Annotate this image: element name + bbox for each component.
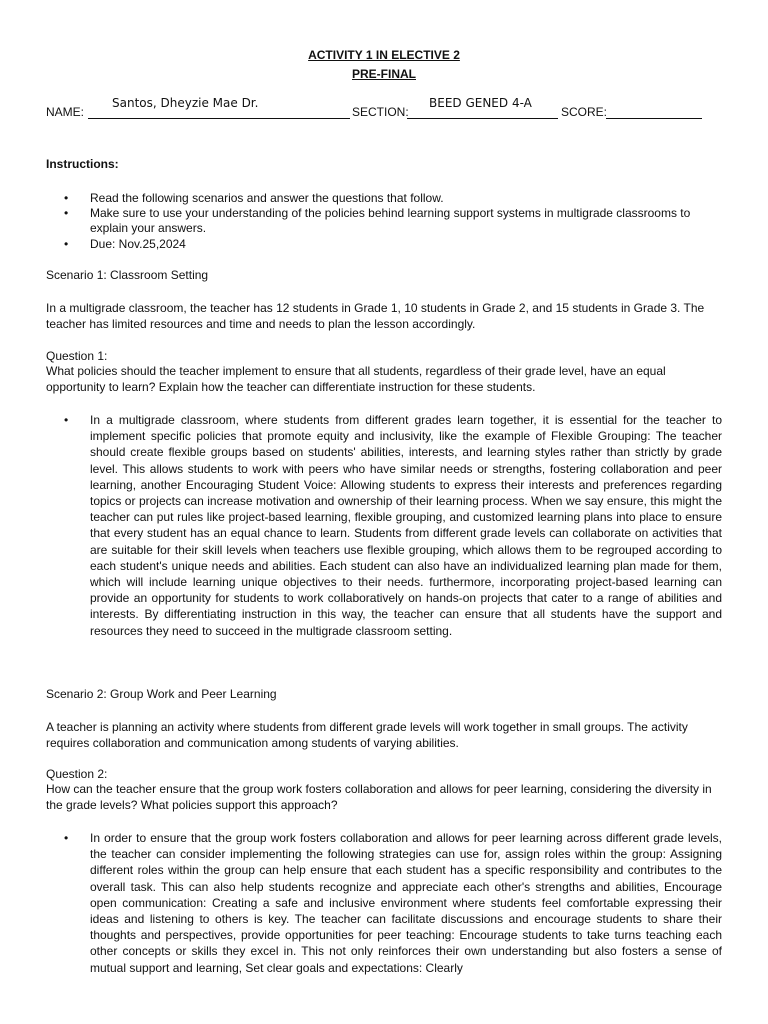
document-subtitle: PRE-FINAL <box>352 67 416 81</box>
answer1-block <box>46 412 722 639</box>
name-label: NAME: <box>46 105 85 119</box>
question1-text: What policies should the teacher implement to ensure that all students, regardless of their grade level, have an equal opportunity to learn? Explain how the teacher can differentiate instruction for these students. <box>46 364 666 394</box>
scenario2-title: Scenario 2: Group Work and Peer Learning <box>46 687 277 701</box>
instruction-item: • Due: Nov.25,2024 <box>64 236 186 251</box>
answer1-text: In a multigrade classroom, where students from different grades learn together, it is essential for the teacher to implement specific policies that promote equity and inclusivity, like the example of Flexible Grouping: The teacher should create flexible groups based on students' abilities, interests, and learning styles rather than strictly by grade level. This allows students to work with peers who have similar needs or strengths, fostering collaboration and peer learning, another Encouraging Student Voice: Allowing students to express their interests and preferences regarding topics or projects can increase motivation and ownership of their learning process. When we say ensure, this might the teacher can put rules like project-based learning, flexible grouping, and customized learning plans into place to ensure that every student has an equal chance to learn. Students from different grade levels can collaborate on activities that are suitable for their skill levels when teachers use flexible grouping, which allows them to be regrouped according to each student's unique needs and abilities. Each student can also have an individualized learning plan made for them, which will include learning unique objectives to their needs. furthermore, incorporating project-based learning can provide an opportunity for students to work collaboratively on hands-on projects that cater to a range of abilities and interests. By differentiating instruction in this way, the teacher can ensure that all students have the support and resources they need to succeed in the multigrade classroom setting. <box>90 413 722 638</box>
bullet-icon: • <box>64 236 69 251</box>
section-line <box>407 118 558 119</box>
answer2-block <box>46 830 722 976</box>
bullet-icon: • <box>64 831 69 845</box>
score-label: SCORE: <box>561 105 608 119</box>
instructions-heading: Instructions: <box>46 157 119 171</box>
document-title: ACTIVITY 1 IN ELECTIVE 2 <box>308 48 460 62</box>
section-label: SECTION: <box>352 105 409 119</box>
scenario1-title: Scenario 1: Classroom Setting <box>46 268 209 282</box>
question2-text: How can the teacher ensure that the group work fosters collaboration and allows for peer learning, considering the diversity in the grade levels? What policies support this approach? <box>46 782 712 812</box>
student-info-row <box>46 96 726 126</box>
instructions-list <box>46 191 726 252</box>
instruction-item: • Read the following scenarios and answer the questions that follow. <box>64 191 444 205</box>
name-value: Santos, Dheyzie Mae Dr. <box>112 96 259 110</box>
scenario1-description: In a multigrade classroom, the teacher has 12 students in Grade 1, 10 students in Grade 2, and 15 students in Grade 3. The teacher has limited resources and time and needs to plan the lesson accordingly. <box>46 301 705 331</box>
bullet-icon: • <box>64 191 69 205</box>
name-line <box>88 118 350 119</box>
scenario2-description: A teacher is planning an activity where students from different grade levels will work together in small groups. The activity requires collaboration and communication among students of varying abilities. <box>46 720 688 750</box>
question2-label: Question 2: <box>46 767 108 781</box>
question1-label: Question 1: <box>46 349 108 363</box>
score-line <box>606 118 702 119</box>
instruction-item: • Make sure to use your understanding of the policies behind learning support systems in multigrade classrooms to explain your answers. <box>64 206 691 236</box>
answer2-text: In order to ensure that the group work fosters collaboration and allows for peer learning across different grade levels, the teacher can consider implementing the following strategies can use for, assign roles within the group: Assigning different roles within the group can help ensure that each student has a specific responsibility and contributes to the overall task. This can also help students recognize and appreciate each other's strengths and abilities, Encourage open communication: Creating a safe and inclusive environment where students feel comfortable expressing their ideas and listening to others is key. The teacher can facilitate discussions and encourage students to share their thoughts and perspectives, provide opportunities for peer teaching: Encourage students to take turns teaching each other concepts or skills they excel in. This not only reinforces their own understanding but also fosters a sense of mutual support and learning, Set clear goals and expectations: Clearly <box>90 831 722 975</box>
section-value: BEED GENED 4-A <box>429 96 532 110</box>
bullet-icon: • <box>64 413 69 427</box>
bullet-icon: • <box>64 206 69 221</box>
